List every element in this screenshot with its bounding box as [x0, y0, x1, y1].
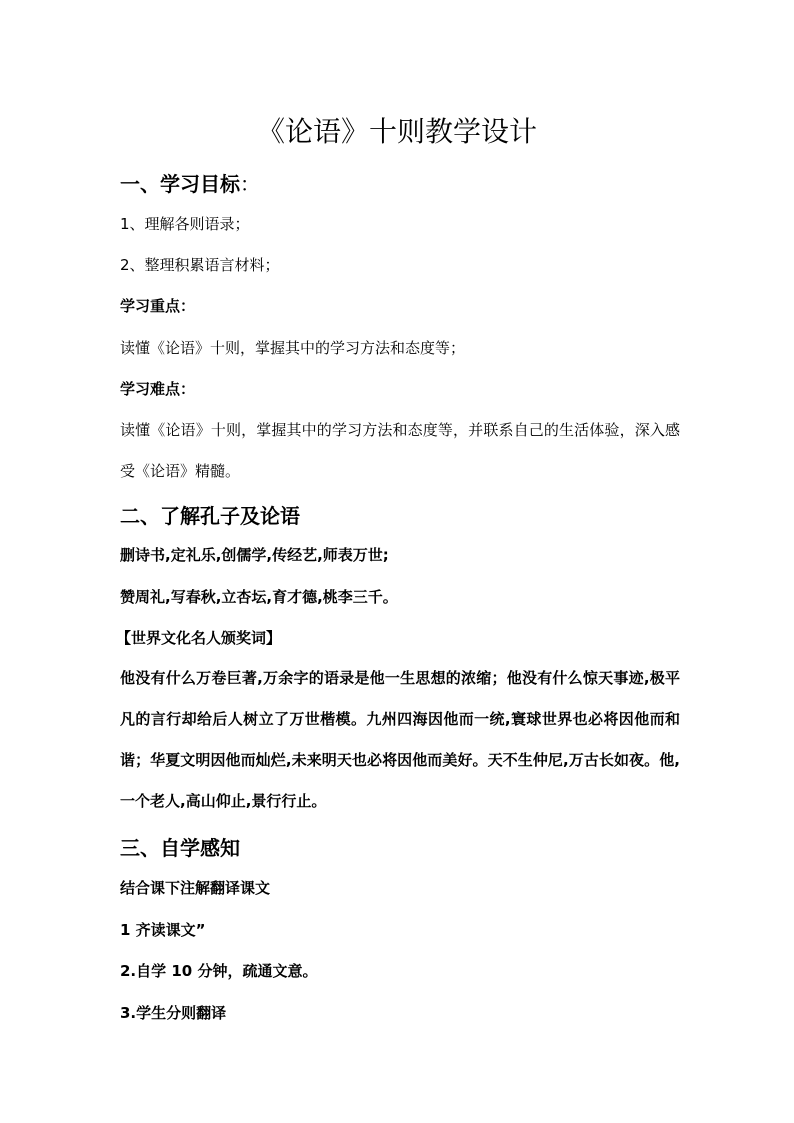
- goal-item-1: 1、理解各则语录；: [120, 215, 250, 233]
- key-point-text: 读懂《论语》十则，掌握其中的学习方法和态度等；: [120, 339, 466, 357]
- section-heading-learning-goals: [120, 169, 260, 199]
- confucius-line-1: 删诗书,定礼乐,创儒学,传经艺,师表万世;: [120, 546, 389, 564]
- self-study-step-1: 1 齐读课文”: [120, 921, 206, 939]
- self-study-step-2: 2.自学 10 分钟，疏通文意。: [120, 962, 318, 980]
- key-point-label: 学习重点：: [120, 297, 196, 315]
- section-heading-text: 一、学习目标: [120, 172, 240, 196]
- self-study-step-3: 3.学生分则翻译: [120, 1004, 227, 1022]
- difficulty-label: 学习难点：: [120, 380, 196, 398]
- section-heading-self-study: 三、自学感知: [120, 836, 240, 860]
- confucius-line-2: 赞周礼,写春秋,立杏坛,育才德,桃李三千。: [120, 588, 398, 606]
- section-heading-about-confucius: 二、了解孔子及论语: [120, 504, 300, 528]
- award-text: 他没有什么万卷巨著,万余字的语录是他一生思想的浓缩；他没有什么惊天事迹,极平凡的言行却给后人树立了万世楷模。九州四海因他而一统,寰球世界也必将因他而和谐；华夏文明因他而灿烂,未来明天也必将因他而美好。天不生仲尼,万古长如夜。他,一个老人,高山仰止,景行行止。: [120, 669, 680, 810]
- self-study-step-intro: 结合课下注解翻译课文: [120, 879, 271, 897]
- goal-item-2: 2、整理积累语言材料；: [120, 256, 280, 274]
- award-label: 【世界文化名人颁奖词】: [116, 629, 282, 647]
- section-heading-colon: ：: [240, 172, 260, 196]
- document-title: 《论语》十则教学设计: [256, 115, 537, 148]
- difficulty-text: 读懂《论语》十则，掌握其中的学习方法和态度等，并联系自己的生活体验，深入感受《论语》精髓。: [120, 421, 680, 480]
